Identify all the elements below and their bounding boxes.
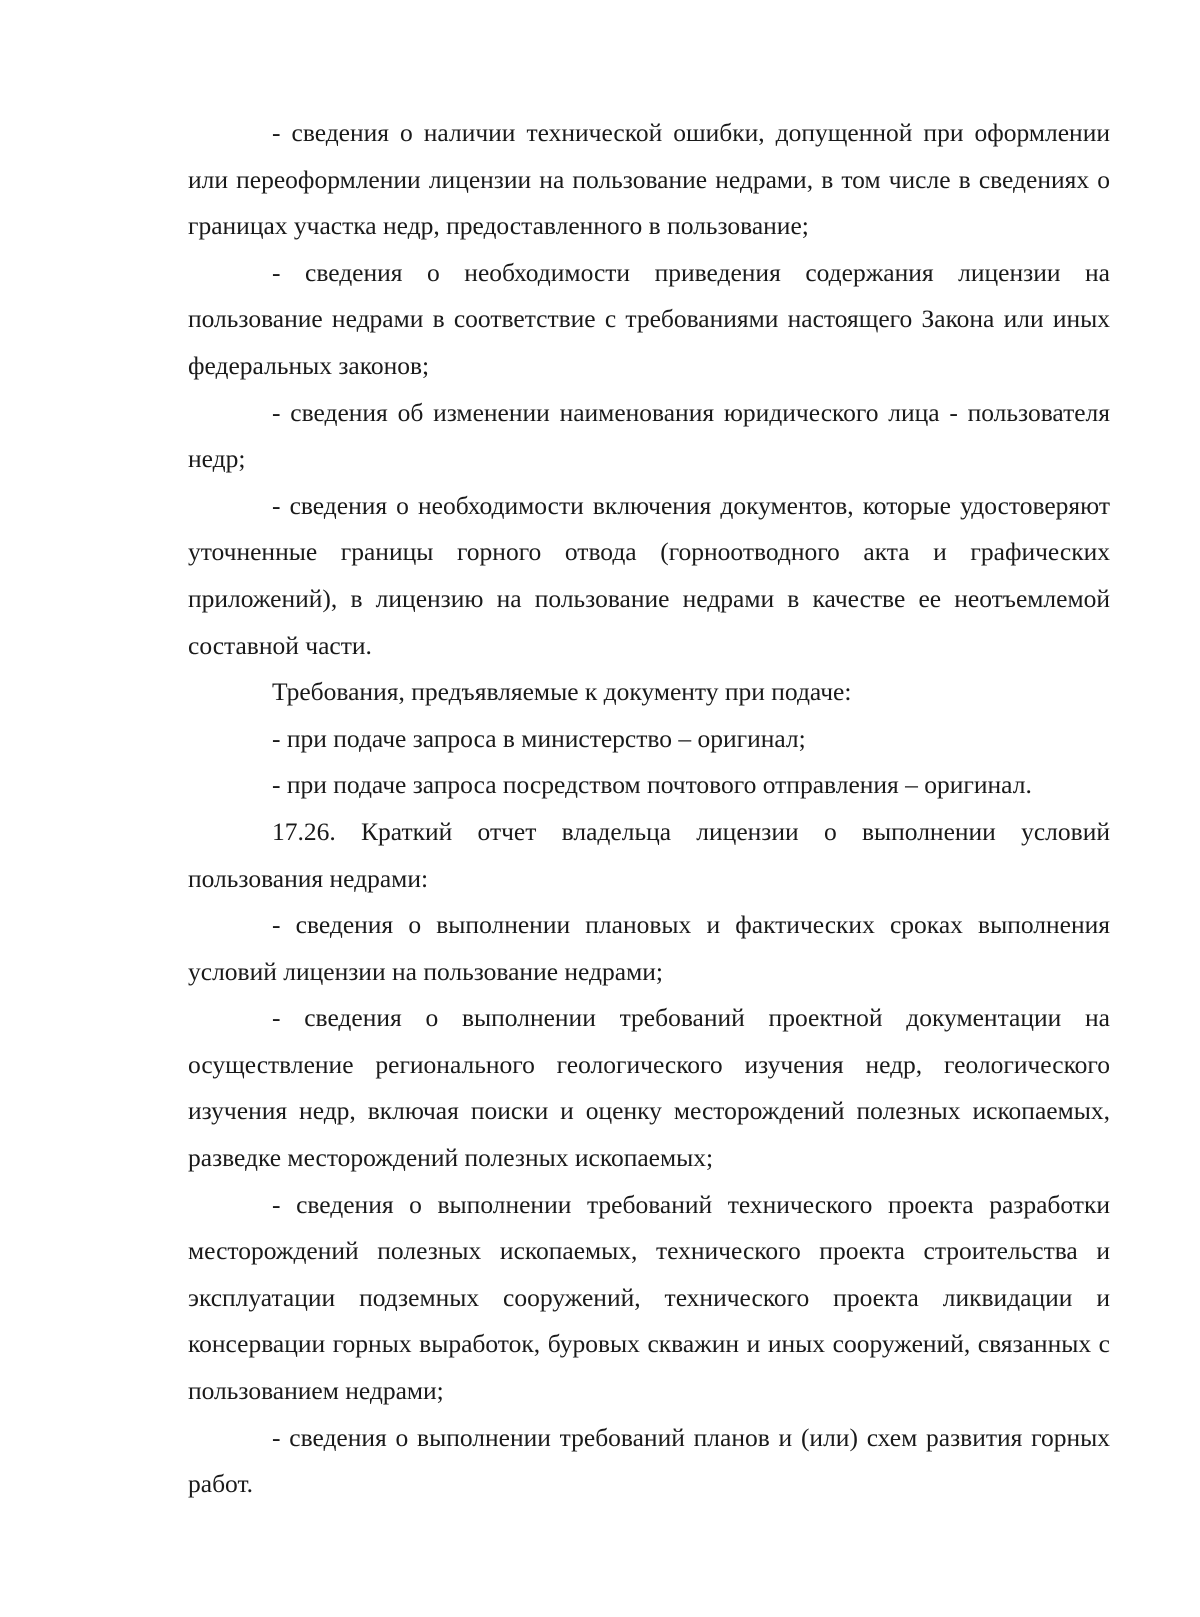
paragraph-mining-allotment: - сведения о необходимости включения документов, которые удостоверяют уточненные границы горного отвода (горноотводного акта и графических приложений), в лицензию на пользование недрами в качестве ее неотъемлемой составной части. <box>188 490 1110 660</box>
paragraph-section-17-26: 17.26. Краткий отчет владельца лицензии о выполнении условий пользования недрами: <box>188 816 1110 893</box>
paragraph-requirements-heading: Требования, предъявляемые к документу при подаче: <box>272 677 852 707</box>
paragraph-project-documentation: - сведения о выполнении требований проектной документации на осуществление регионального геологического изучения недр, геологического изучения недр, включая поиски и оценку месторождений полезных ископаемых, разведке месторождений полезных ископаемых; <box>188 1003 1110 1173</box>
document-body <box>188 110 1110 1508</box>
paragraph-planned-deadlines: - сведения о выполнении плановых и фактических сроках выполнения условий лицензии на пользование недрами; <box>188 910 1110 986</box>
paragraph-technical-error: - сведения о наличии технической ошибки, допущенной при оформлении или переоформлении лицензии на пользование недрами, в том числе в сведениях о границах участка недр, предоставленного в пользование; <box>188 118 1110 241</box>
paragraph-mining-plans: - сведения о выполнении требований планов и (или) схем развития горных работ. <box>188 1422 1110 1499</box>
paragraph-ministry-original: - при подаче запроса в министерство – оригинал; <box>272 723 806 753</box>
paragraph-postal-original: - при подаче запроса посредством почтового отправления – оригинал. <box>272 770 1032 800</box>
paragraph-license-compliance: - сведения о необходимости приведения содержания лицензии на пользование недрами в соответствие с требованиями настоящего Закона или иных федеральных законов; <box>188 257 1110 380</box>
paragraph-name-change: - сведения об изменении наименования юридического лица - пользователя недр; <box>188 397 1110 474</box>
paragraph-technical-project: - сведения о выполнении требований технического проекта разработки месторождений полезных ископаемых, технического проекта строительства и эксплуатации подземных сооружений, технического проекта ликвидации и консервации горных выработок, буровых скважин и иных сооружений, связанных с пользованием недрами; <box>188 1189 1110 1406</box>
